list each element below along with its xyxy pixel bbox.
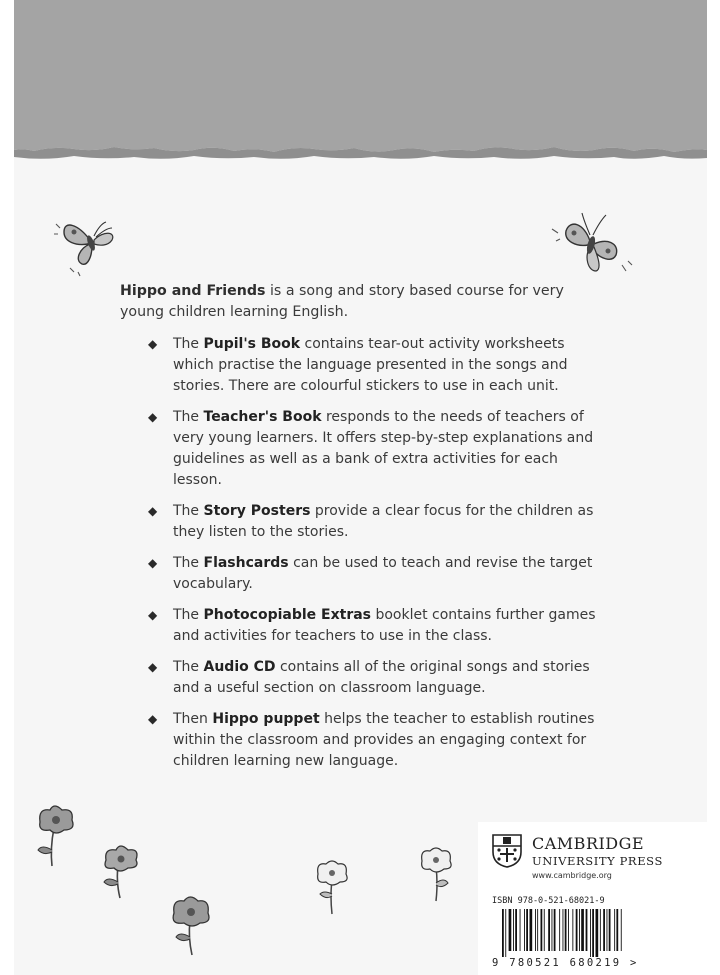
barcode-bar bbox=[596, 909, 599, 957]
diamond-bullet-icon: ◆ bbox=[148, 608, 158, 622]
barcode-bar bbox=[581, 909, 584, 951]
barcode-digits: 9 780521 680219 > bbox=[492, 957, 639, 969]
item-title: Flashcards bbox=[203, 555, 289, 571]
barcode-bar bbox=[520, 909, 521, 951]
item-title: Hippo puppet bbox=[212, 711, 320, 727]
diamond-bullet-icon: ◆ bbox=[148, 410, 158, 424]
barcode-bar bbox=[576, 909, 578, 951]
barcode-bar bbox=[559, 909, 560, 951]
item-title: Story Posters bbox=[203, 503, 311, 519]
list-item: ◆ The Teacher's Book responds to the needs of teachers of very young learners. It offers step-by-step explanations and guidelines as well as a bank of extra activities for each lesson. bbox=[148, 409, 594, 488]
butterfly-icon bbox=[50, 210, 130, 280]
barcode-bar bbox=[530, 909, 533, 951]
barcode-bar bbox=[509, 909, 512, 951]
top-grey-band bbox=[14, 0, 707, 175]
barcode-icon bbox=[492, 909, 692, 957]
list-item: ◆ The Audio CD contains all of the original songs and stories and a useful section on classroom language. bbox=[148, 659, 590, 696]
flower-icon bbox=[94, 842, 150, 902]
barcode-bar bbox=[537, 909, 538, 951]
university-crest-icon bbox=[492, 834, 522, 868]
barcode-bar bbox=[592, 909, 594, 957]
intro-paragraph bbox=[120, 281, 600, 323]
item-title: Pupil's Book bbox=[203, 336, 301, 352]
flower-icon bbox=[310, 858, 354, 916]
barcode-bar bbox=[554, 909, 556, 951]
barcode-bar bbox=[552, 909, 553, 951]
component-list bbox=[148, 334, 608, 782]
list-item: ◆ The Pupil's Book contains tear-out activity worksheets which practise the language presented in the songs and stories. There are colourful stickers to use in each unit. bbox=[148, 336, 568, 394]
list-item: ◆ The Flashcards can be used to teach and revise the target vocabulary. bbox=[148, 555, 593, 592]
barcode-bar bbox=[590, 909, 591, 957]
butterfly-icon bbox=[544, 205, 634, 285]
barcode-bar bbox=[565, 909, 567, 951]
barcode-bar bbox=[548, 909, 550, 951]
diamond-bullet-icon: ◆ bbox=[148, 556, 158, 570]
brand-name: Hippo and Friends bbox=[120, 283, 266, 299]
barcode-bar bbox=[616, 909, 618, 951]
barcode-bar bbox=[586, 909, 588, 951]
barcode-bar bbox=[614, 909, 615, 951]
barcode-bar bbox=[621, 909, 622, 951]
list-item: ◆ Then Hippo puppet helps the teacher to establish routines within the classroom and provides an engaging context for children learning new language. bbox=[148, 711, 595, 769]
flower-icon bbox=[30, 800, 90, 870]
diamond-bullet-icon: ◆ bbox=[148, 712, 158, 726]
diamond-bullet-icon: ◆ bbox=[148, 660, 158, 674]
barcode-bar bbox=[600, 909, 601, 951]
barcode-bar bbox=[603, 909, 605, 951]
isbn: ISBN 978-0-521-68021-9 bbox=[492, 896, 605, 906]
barcode-bar bbox=[515, 909, 517, 951]
barcode-bar bbox=[607, 909, 608, 951]
barcode-bar bbox=[563, 909, 564, 951]
list-item: ◆ The Story Posters provide a clear focus for the children as they listen to the stories. bbox=[148, 503, 594, 540]
diamond-bullet-icon: ◆ bbox=[148, 337, 158, 351]
diamond-bullet-icon: ◆ bbox=[148, 504, 158, 518]
list-item: ◆ The Photocopiable Extras booklet contains further games and activities for teachers to use in the class. bbox=[148, 607, 596, 644]
barcode-bar bbox=[526, 909, 528, 951]
flower-icon bbox=[164, 893, 220, 958]
back-cover bbox=[14, 0, 707, 975]
barcode-bar bbox=[544, 909, 545, 951]
barcode-bar bbox=[535, 909, 536, 951]
barcode-bar bbox=[579, 909, 580, 951]
item-title: Audio CD bbox=[203, 659, 276, 675]
barcode-bar bbox=[513, 909, 514, 951]
barcode-bar bbox=[609, 909, 611, 951]
intro-text: is a song and story based course for very young children learning English. bbox=[120, 283, 564, 320]
item-title: Teacher's Book bbox=[203, 409, 322, 425]
publisher-subname: UNIVERSITY PRESS bbox=[532, 854, 663, 868]
item-title: Photocopiable Extras bbox=[203, 607, 372, 623]
barcode-bar bbox=[524, 909, 525, 951]
barcode-bar bbox=[502, 909, 504, 957]
publisher-url: www.cambridge.org bbox=[532, 871, 612, 880]
barcode-bar bbox=[505, 909, 506, 957]
barcode-bar bbox=[541, 909, 543, 951]
publisher-name: CAMBRIDGE bbox=[532, 834, 645, 853]
barcode-bar bbox=[568, 909, 569, 951]
barcode-bar bbox=[572, 909, 573, 951]
flower-icon bbox=[414, 845, 458, 903]
publisher-block bbox=[478, 822, 707, 975]
